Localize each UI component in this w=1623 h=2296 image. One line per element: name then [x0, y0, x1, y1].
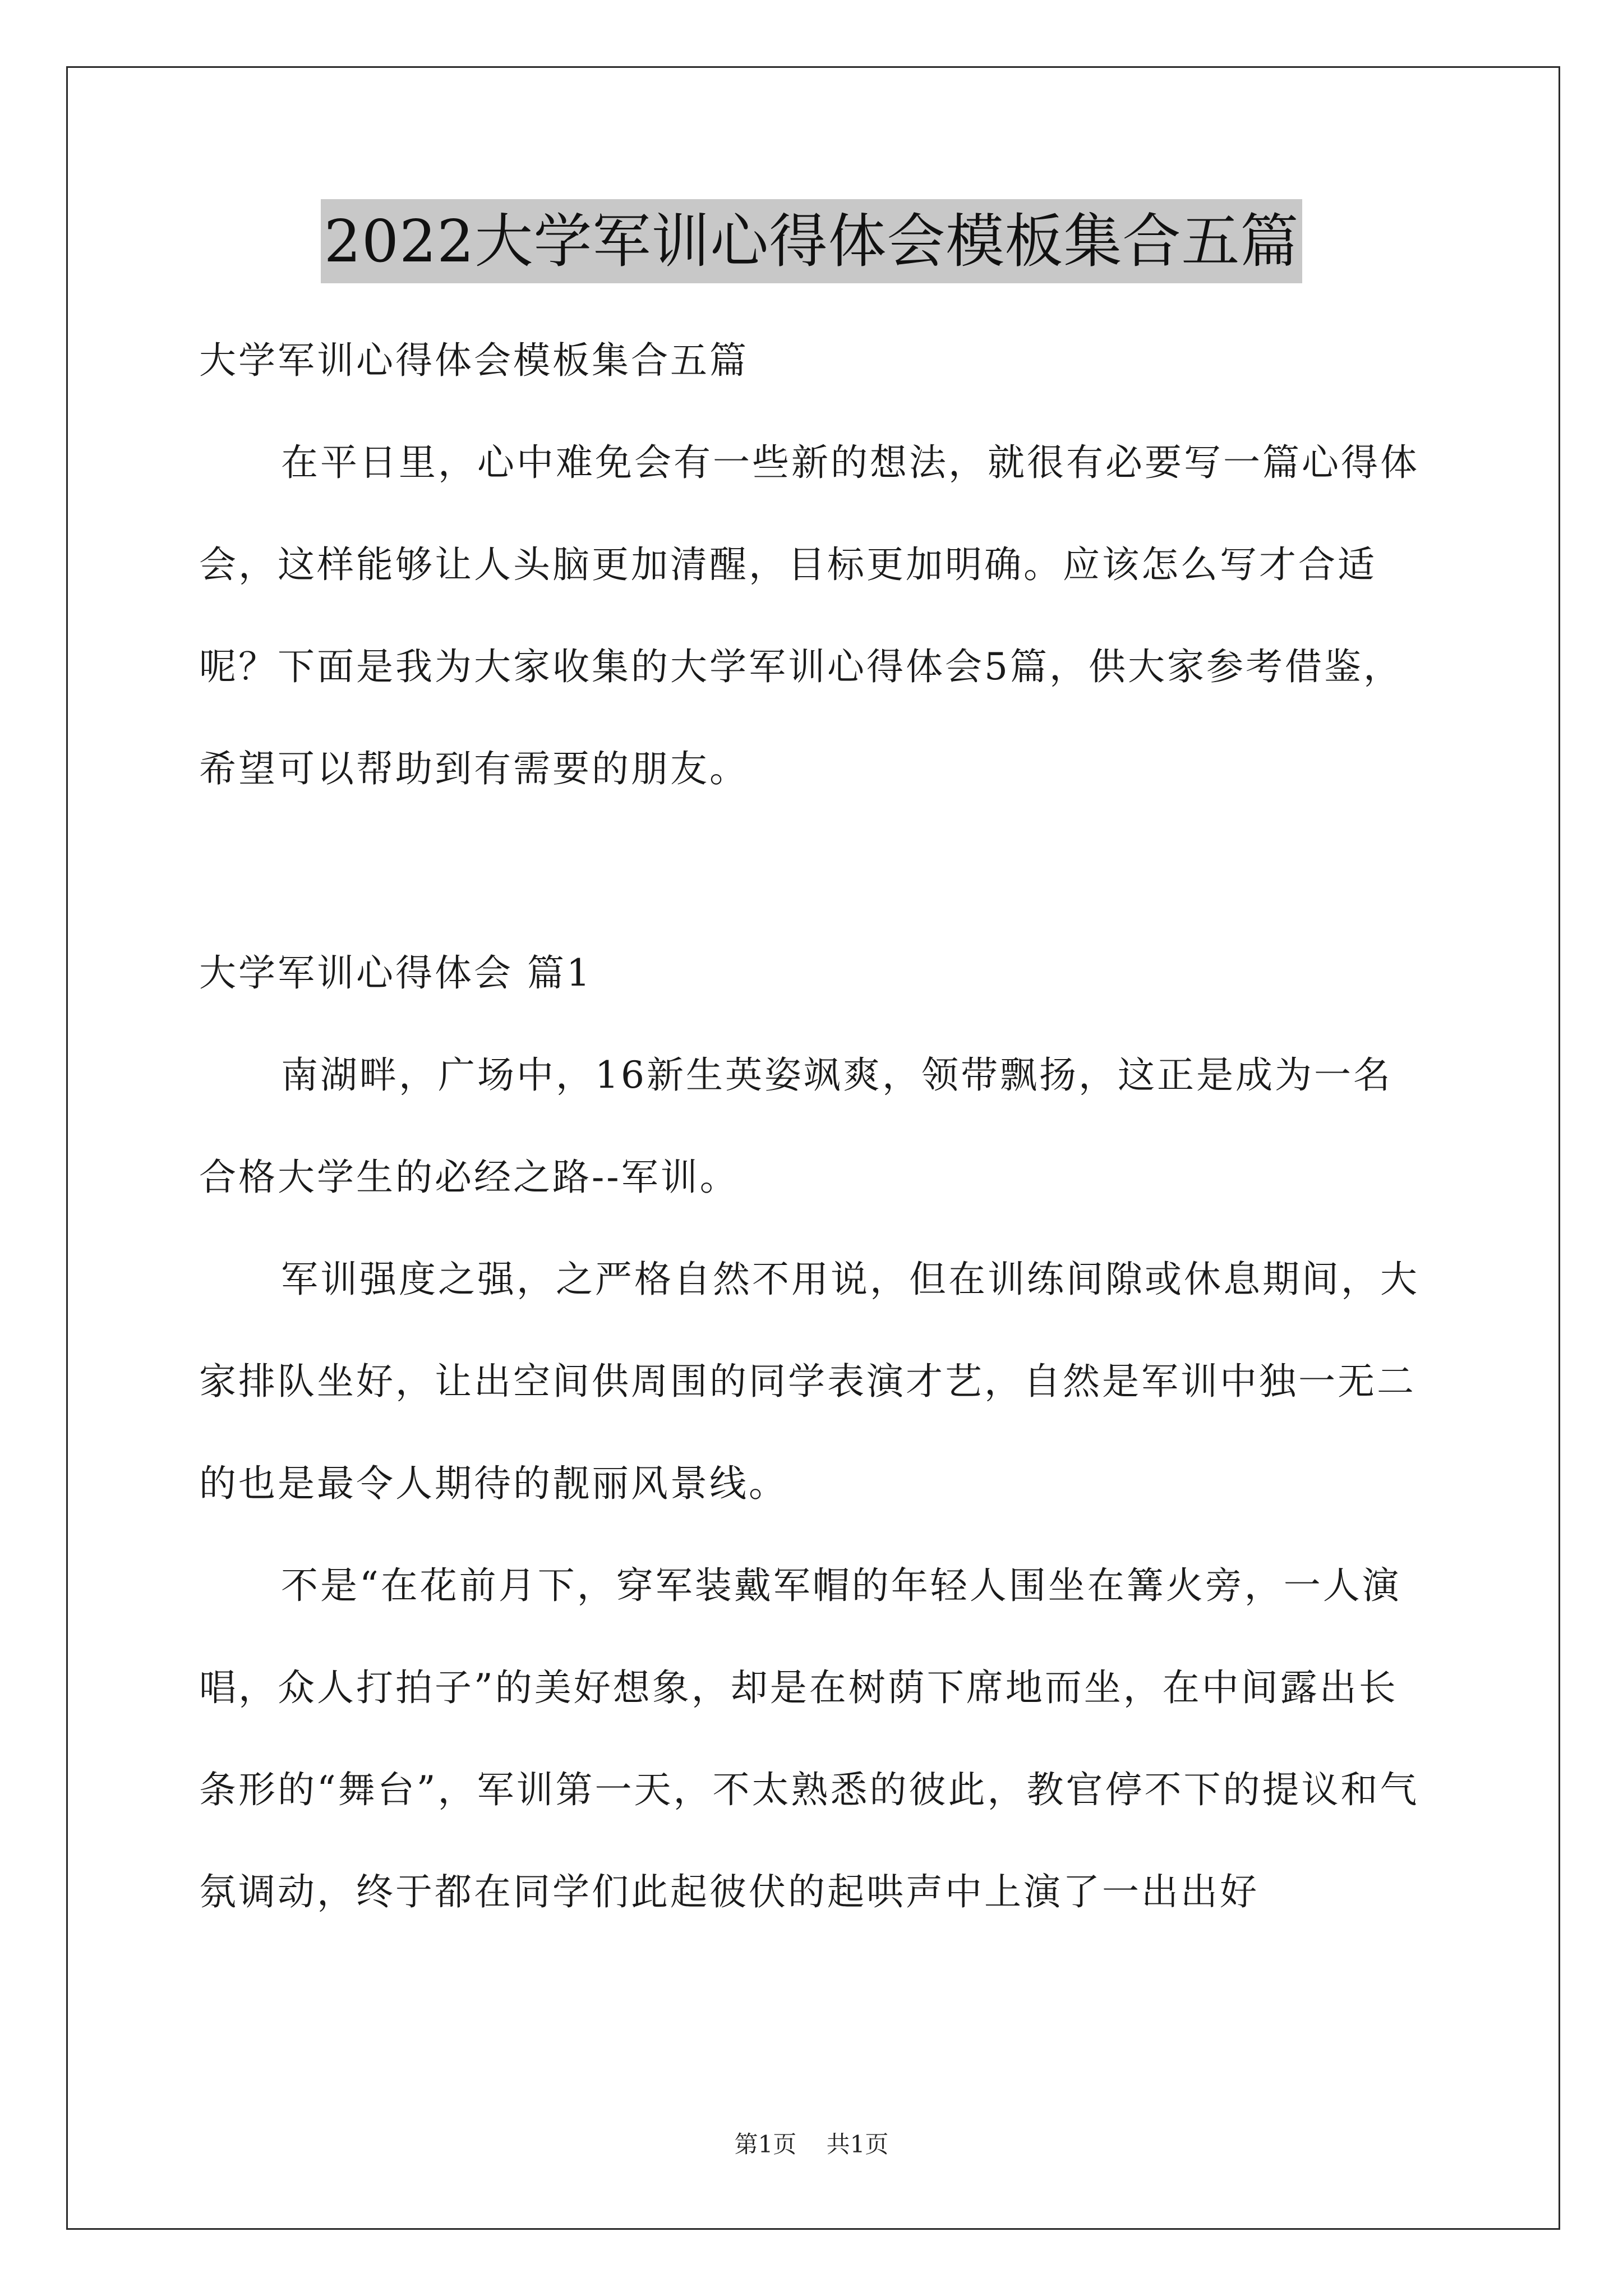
page-number: 第1页: [734, 2131, 797, 2158]
body-paragraph-3: 不是“在花前月下，穿军装戴军帽的年轻人围坐在篝火旁，一人演唱，众人打拍子”的美好想象，却是在树荫下席地而坐，在中间露出长条形的“舞台”，军训第一天，不太熟悉的彼此，教官停不下的提议和气氛调动，终于都在同学们此起彼伏的起哄声中上演了一出出好: [199, 1564, 1419, 1913]
body-paragraph-1: 南湖畔，广场中，16新生英姿飒爽，领带飘扬，这正是成为一名合格大学生的必经之路--军训。: [199, 1053, 1393, 1199]
intro-paragraph: 在平日里，心中难免会有一些新的想法，就很有必要写一篇心得体会，这样能够让人头脑更加清醒，目标更加明确。应该怎么写才合适呢？下面是我为大家收集的大学军训心得体会5篇，供大家参考借鉴，希望可以帮助到有需要的朋友。: [199, 441, 1419, 790]
page-footer: [0, 2128, 1623, 2161]
document-title: 2022大学军训心得体会模板集合五篇: [321, 199, 1303, 283]
document-subtitle: 大学军训心得体会模板集合五篇: [199, 339, 749, 382]
title-container: [0, 199, 1623, 283]
section-heading: 大学军训心得体会 篇1: [199, 951, 592, 995]
page-total: 共1页: [826, 2131, 889, 2158]
document-body: [199, 310, 1427, 1943]
body-paragraph-2: 军训强度之强，之严格自然不用说，但在训练间隙或休息期间，大家排队坐好，让出空间供周围的同学表演才艺，自然是军训中独一无二的也是最令人期待的靓丽风景线。: [199, 1258, 1419, 1505]
section-spacer: [199, 820, 1427, 922]
